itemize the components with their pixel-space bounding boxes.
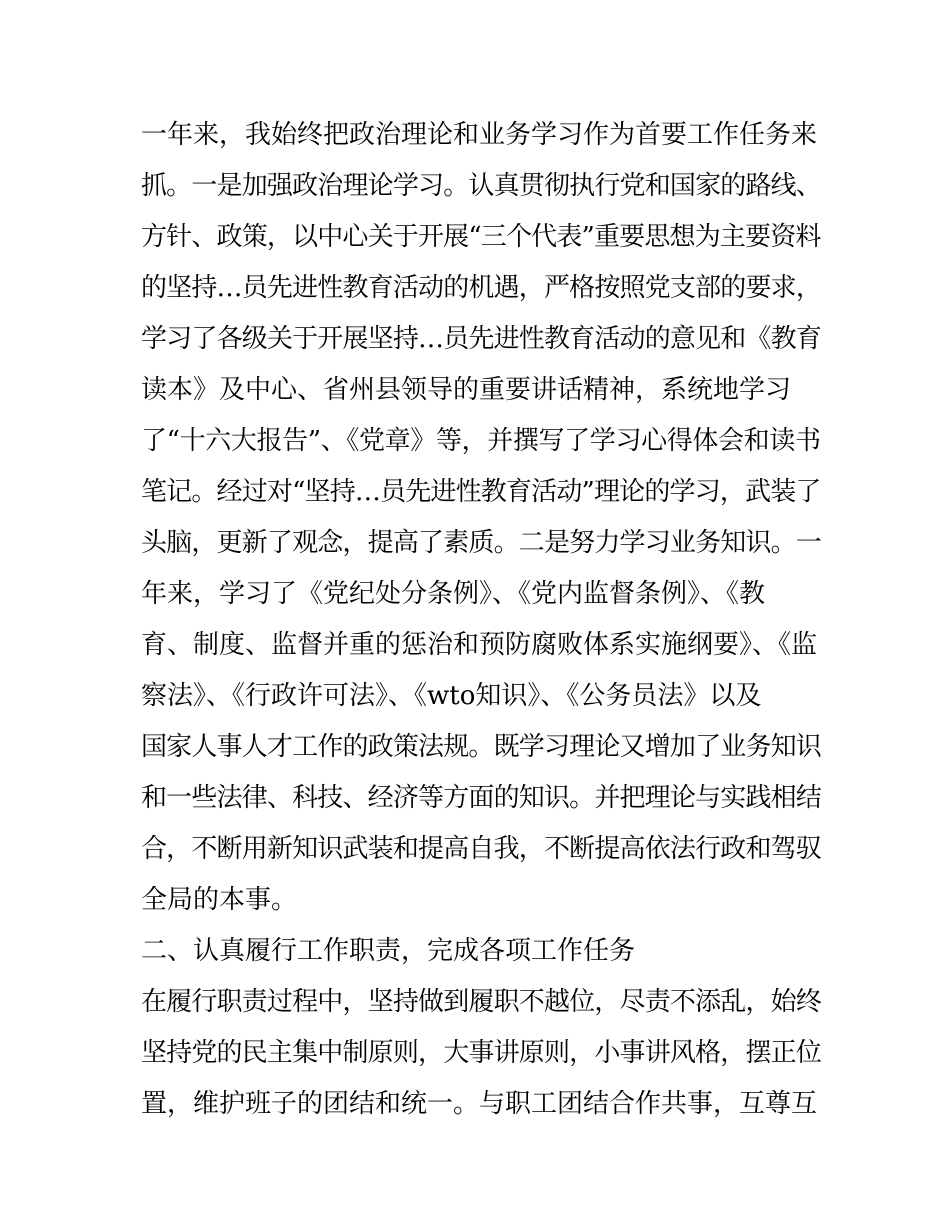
document-body	[141, 110, 821, 1130]
text-line: 合，不断用新知识武装和提高自我，不断提高依法行政和驾驭	[141, 834, 822, 864]
text-line: 的坚持…员先进性教育活动的机遇，严格按照党支部的要求，	[141, 273, 822, 303]
text-line: 抓。一是加强政治理论学习。认真贯彻执行党和国家的路线、	[141, 171, 822, 201]
text-line: 方针、政策，以中心关于开展“三个代表”重要思想为主要资料	[141, 222, 821, 252]
section-heading: 二、认真履行工作职责，完成各项工作任务	[141, 936, 636, 966]
text-line: 和一些法律、科技、经济等方面的知识。并把理论与实践相结	[141, 783, 822, 813]
text-line: 在履行职责过程中，坚持做到履职不越位，尽责不添乱，始终	[141, 987, 822, 1017]
text-line: 笔记。经过对“坚持…员先进性教育活动”理论的学习，武装了	[141, 477, 821, 507]
text-line: 国家人事人才工作的政策法规。既学习理论又增加了业务知识	[141, 732, 822, 762]
text-line: 一年来，我始终把政治理论和业务学习作为首要工作任务来	[141, 120, 818, 150]
text-line: 了“十六大报告”、《党章》等，并撰写了学习心得体会和读书	[141, 426, 821, 456]
text-line: 头脑，更新了观念，提高了素质。二是努力学习业务知识。一	[141, 528, 822, 558]
text-line: 察法》、《行政许可法》、《wto知识》、《公务员法》以及	[141, 681, 762, 711]
text-line: 读本》及中心、省州县领导的重要讲话精神，系统地学习	[141, 375, 792, 405]
text-line: 学习了各级关于开展坚持…员先进性教育活动的意见和《教育	[141, 324, 822, 354]
text-line: 置，维护班子的团结和统一。与职工团结合作共事，互尊互	[141, 1089, 818, 1119]
text-line: 年来，学习了《党纪处分条例》、《党内监督条例》、《教	[141, 579, 766, 609]
text-line: 育、制度、监督并重的惩治和预防腐败体系实施纲要》、《监	[141, 630, 818, 660]
text-line: 全局的本事。	[141, 885, 298, 915]
text-line: 坚持党的民主集中制原则，大事讲原则，小事讲风格，摆正位	[141, 1038, 822, 1068]
